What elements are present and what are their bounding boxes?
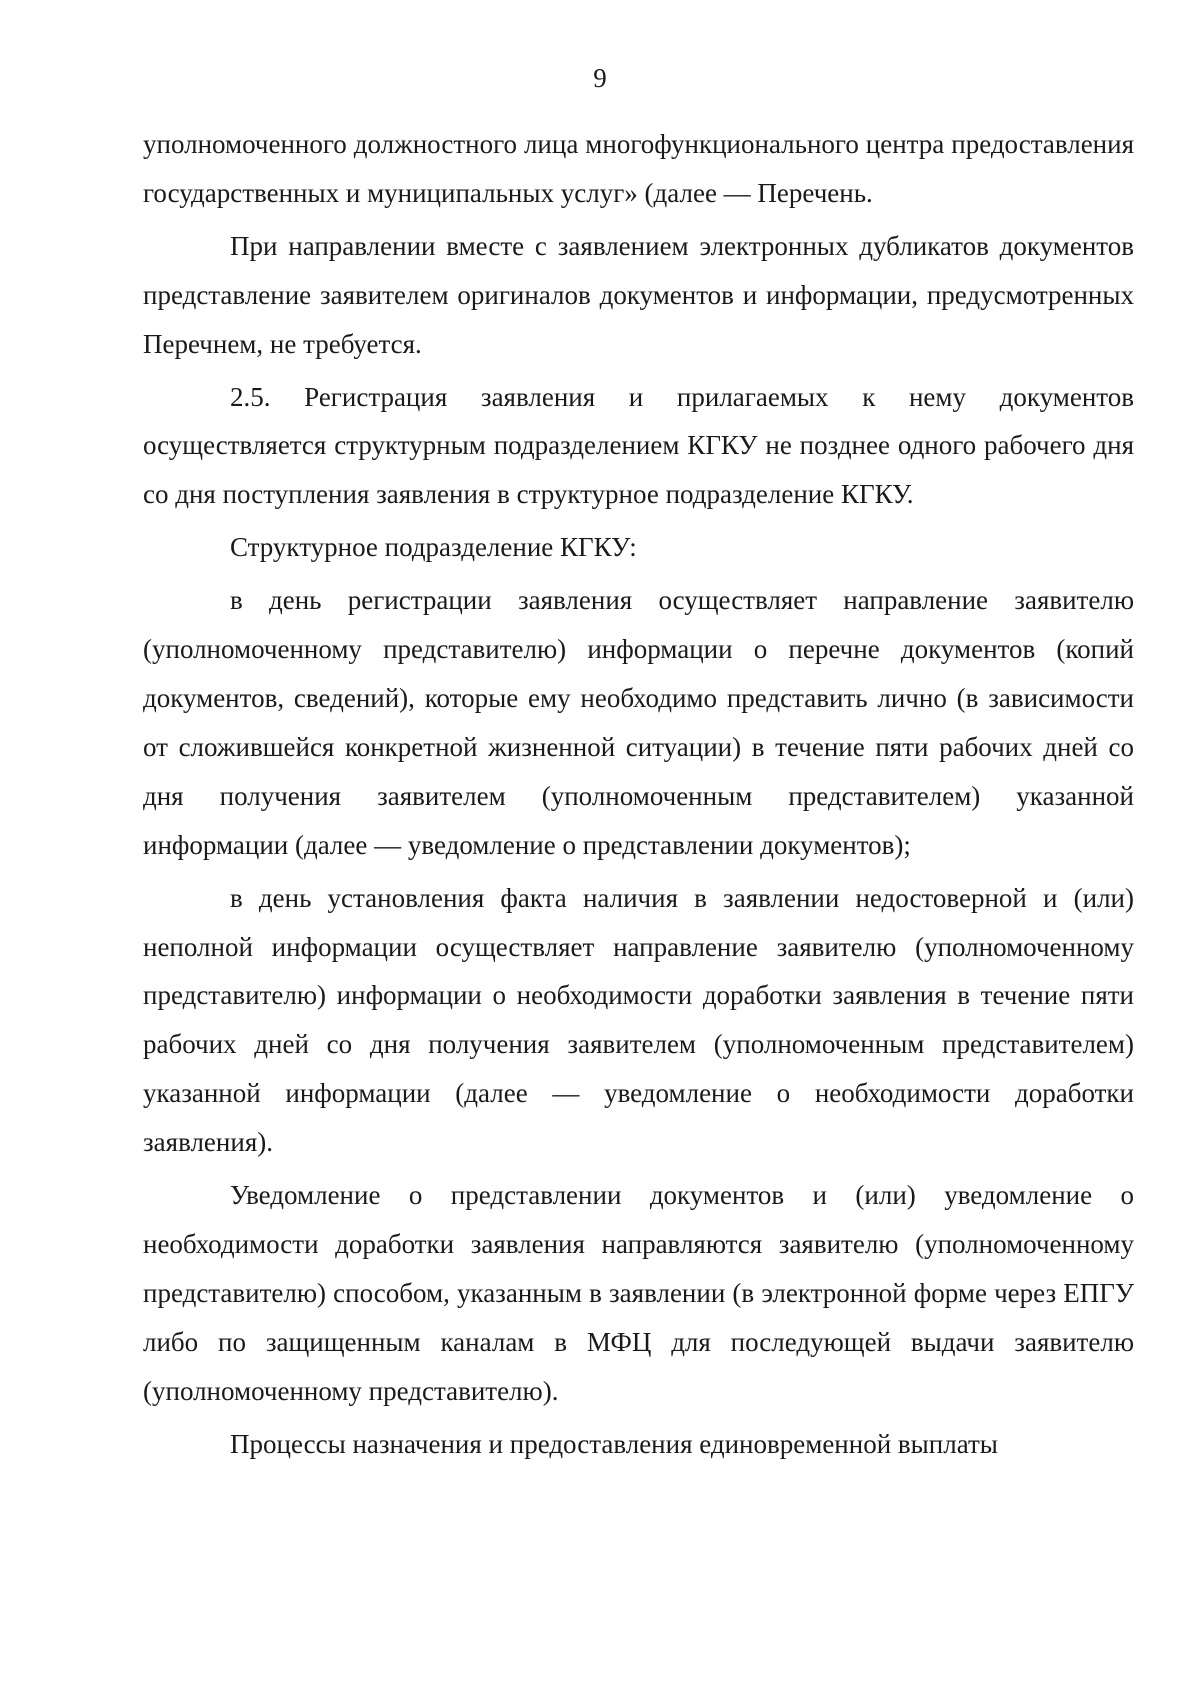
- paragraph-revision-notice: в день установления факта наличия в заявлении недостоверной и (или) неполной информации осуществляет направление заявителю (уполномоченному представителю) информации о необходимости доработки заявления в течение пяти рабочих дней со дня получения заявителем (уполномоченным представителем) указанной информации (далее — уведомление о необходимости доработки заявления).: [143, 882, 1134, 1158]
- paragraph-payment-processes: Процессы назначения и предоставления единовременной выплаты: [230, 1428, 998, 1459]
- paragraph-electronic-duplicates: При направлении вместе с заявлением электронных дубликатов документов представление заявителем оригиналов документов и информации, предусмотренных Перечнем, не требуется.: [143, 230, 1134, 359]
- paragraph-notice-delivery: Уведомление о представлении документов и (или) уведомление о необходимости доработки заявления направляются заявителю (уполномоченному представителю) способом, указанным в заявлении (в электронной форме через ЕПГУ либо по защищенным каналам в МФЦ для последующей выдачи заявителю (уполномоченному представителю).: [143, 1180, 1134, 1406]
- paragraph-registration-2-5: 2.5. Регистрация заявления и прилагаемых к нему документов осуществляется структурным подразделением КГКУ не позднее одного рабочего дня со дня поступления заявления в структурное подразделение КГКУ.: [143, 381, 1134, 510]
- document-body: [143, 120, 1134, 1472]
- page-number: 9: [593, 63, 607, 93]
- paragraph-structural-unit: Структурное подразделение КГКУ:: [230, 532, 637, 563]
- paragraph-list-continuation: уполномоченного должностного лица многофункционального центра предоставления государственных и муниципальных услуг» (далее — Перечень.: [143, 129, 1134, 208]
- paragraph-documents-notice: в день регистрации заявления осуществляет направление заявителю (уполномоченному представителю) информации о перечне документов (копий документов, сведений), которые ему необходимо представить лично (в зависимости от сложившейся конкретной жизненной ситуации) в течение пяти рабочих дней со дня получения заявителем (уполномоченным представителем) указанной информации (далее — уведомление о представлении документов);: [143, 585, 1134, 860]
